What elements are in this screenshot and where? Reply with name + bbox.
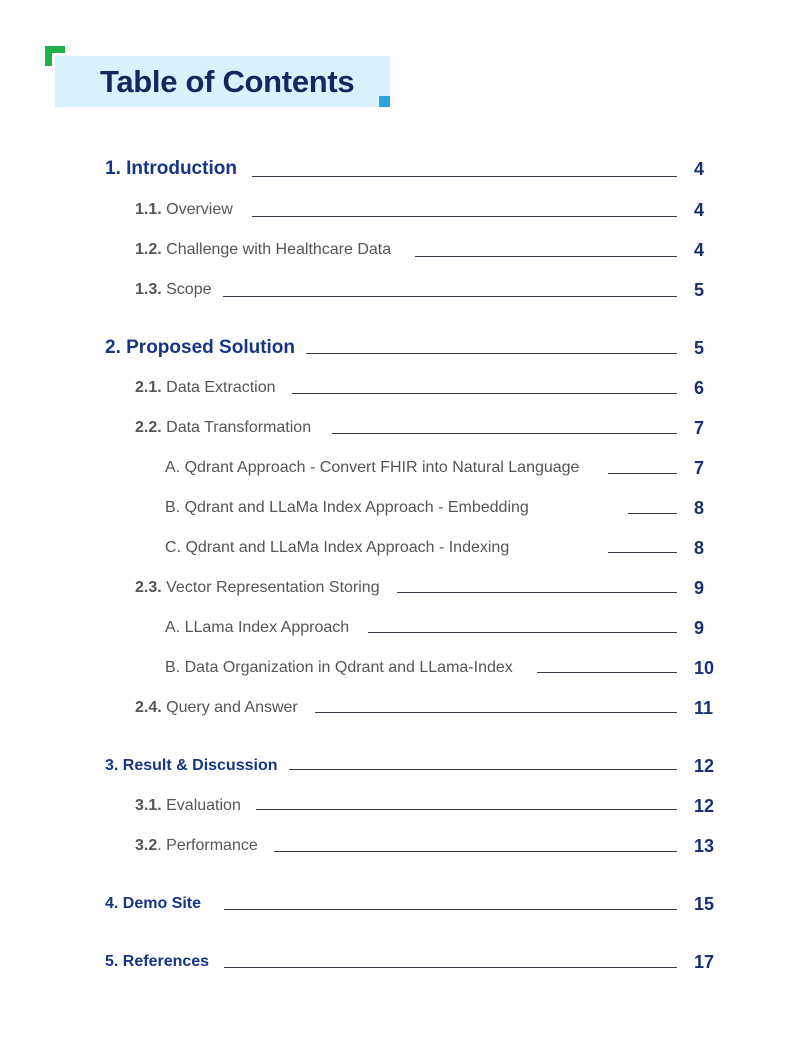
toc-entry-title: Scope	[161, 281, 212, 298]
toc-page-number: 11	[694, 698, 714, 718]
toc-entry-title: Qdrant and LLaMa Index Approach - Embedding	[180, 499, 529, 516]
toc-entry[interactable]	[0, 375, 800, 401]
toc-page-number: 5	[694, 338, 705, 358]
toc-entry-title: Challenge with Healthcare Data	[161, 241, 392, 258]
toc-entry-title: Demo Site	[118, 895, 202, 912]
toc-entry[interactable]	[0, 455, 800, 481]
toc-entry[interactable]	[0, 156, 800, 182]
toc-page-number: 4	[694, 240, 705, 260]
toc-entry-title: Vector Representation Storing	[161, 579, 380, 596]
toc-leader-line	[223, 296, 677, 297]
toc-entry-title: Qdrant and LLaMa Index Approach - Indexing	[181, 539, 510, 556]
toc-leader-line	[537, 672, 677, 673]
toc-entry-title: Qdrant Approach - Convert FHIR into Natural Language	[180, 459, 580, 476]
toc-entry[interactable]	[0, 793, 800, 819]
toc-page-number: 5	[694, 280, 705, 300]
corner-bracket-icon	[45, 46, 65, 66]
toc-entry-title: Proposed Solution	[120, 337, 296, 358]
toc-page-number: 15	[694, 894, 715, 914]
toc-leader-line	[252, 176, 677, 177]
toc-entry-number: A.	[165, 619, 181, 636]
toc-entry-title: Result & Discussion	[118, 757, 278, 774]
toc-entry[interactable]	[0, 575, 800, 601]
toc-entry-title: . Performance	[157, 837, 258, 854]
toc-leader-line	[608, 473, 677, 474]
toc-page-number: 13	[694, 836, 715, 856]
toc-entry-number: B.	[165, 499, 181, 516]
toc-entry-number: 5.	[105, 953, 119, 970]
toc-entry[interactable]	[0, 615, 800, 641]
toc-entry-number: 2.	[105, 337, 121, 358]
toc-entry[interactable]	[0, 237, 800, 263]
toc-leader-line	[315, 712, 677, 713]
toc-entry[interactable]	[0, 655, 800, 681]
toc-entry-number: C.	[165, 539, 181, 556]
toc-entry-title: Overview	[161, 201, 233, 218]
toc-entry-title: Data Extraction	[161, 379, 276, 396]
toc-page-number: 10	[694, 658, 715, 678]
toc-page-number: 12	[694, 756, 715, 776]
toc-entry-title: Evaluation	[161, 797, 241, 814]
square-accent-icon	[379, 96, 390, 107]
toc-page-number: 9	[694, 578, 705, 598]
toc-entry-number: 2.1.	[135, 379, 162, 396]
toc-entry-number: A.	[165, 459, 181, 476]
toc-entry-title: Data Organization in Qdrant and LLama-Index	[180, 659, 513, 676]
toc-entry-number: 2.4.	[135, 699, 162, 716]
toc-entry-number: 1.2.	[135, 241, 162, 258]
toc-page-number: 9	[694, 618, 705, 638]
toc-entry-title: Introduction	[120, 158, 237, 179]
toc-page-number: 7	[694, 418, 705, 438]
toc-entry-title: Data Transformation	[161, 419, 312, 436]
toc-entry[interactable]	[0, 753, 800, 779]
toc-entry[interactable]	[0, 415, 800, 441]
toc-entry-title: Query and Answer	[161, 699, 298, 716]
toc-entry-number: 1.	[105, 158, 121, 179]
toc-leader-line	[306, 353, 677, 354]
toc-page-number: 7	[694, 458, 705, 478]
toc-entry[interactable]	[0, 277, 800, 303]
toc-entry-number: 1.3.	[135, 281, 162, 298]
toc-leader-line	[289, 769, 677, 770]
toc-entry[interactable]	[0, 335, 800, 361]
toc-entry-number: 3.2	[135, 837, 158, 854]
toc-entry-number: 4.	[105, 895, 119, 912]
toc-entry[interactable]	[0, 197, 800, 223]
toc-entry-title: LLama Index Approach	[180, 619, 350, 636]
toc-leader-line	[252, 216, 677, 217]
toc-leader-line	[397, 592, 677, 593]
toc-leader-line	[628, 513, 677, 514]
toc-entry-number: 2.2.	[135, 419, 162, 436]
toc-page-number: 17	[694, 952, 715, 972]
toc-entry-number: 3.1.	[135, 797, 162, 814]
toc-leader-line	[608, 552, 677, 553]
toc-entry[interactable]	[0, 535, 800, 561]
toc-entry[interactable]	[0, 495, 800, 521]
toc-leader-line	[292, 393, 677, 394]
page-title: Table of Contents	[100, 64, 355, 99]
toc-page-number: 6	[694, 378, 705, 398]
toc-entry[interactable]	[0, 891, 800, 917]
toc-entry-number: B.	[165, 659, 181, 676]
toc-entry-number: 3.	[105, 757, 119, 774]
toc-entry-number: 1.1.	[135, 201, 162, 218]
toc-leader-line	[368, 632, 677, 633]
toc-leader-line	[224, 909, 677, 910]
toc-page-number: 8	[694, 538, 705, 558]
toc-entry[interactable]	[0, 949, 800, 975]
toc-page-number: 8	[694, 498, 705, 518]
toc-entry-number: 2.3.	[135, 579, 162, 596]
toc-leader-line	[256, 809, 677, 810]
toc-page-number: 4	[694, 159, 705, 179]
toc-leader-line	[224, 967, 677, 968]
toc-entry[interactable]	[0, 833, 800, 859]
toc-page-number: 12	[694, 796, 715, 816]
toc-entry-title: References	[118, 953, 210, 970]
toc-entry[interactable]	[0, 695, 800, 721]
toc-page-number: 4	[694, 200, 705, 220]
toc-leader-line	[332, 433, 677, 434]
toc-leader-line	[415, 256, 677, 257]
toc-leader-line	[274, 851, 677, 852]
